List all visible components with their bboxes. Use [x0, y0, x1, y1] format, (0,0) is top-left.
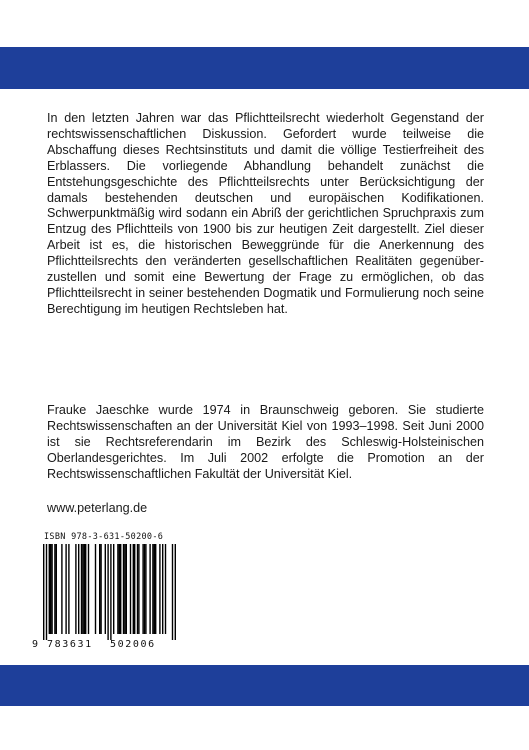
barcode-bar	[155, 544, 156, 634]
isbn-barcode	[30, 530, 178, 655]
bottom-color-band	[0, 665, 529, 706]
barcode-bar	[137, 544, 138, 634]
barcode-bar	[145, 544, 146, 634]
barcode-bar	[50, 544, 51, 634]
barcode-bar	[144, 544, 145, 634]
barcode-bar	[152, 544, 153, 634]
barcode-bar	[54, 544, 55, 634]
barcode-bar	[113, 544, 114, 634]
barcode-bar	[110, 544, 111, 640]
isbn-label: ISBN 978-3-631-50200-6	[44, 532, 164, 542]
book-blurb: In den letzten Jahren war das Pflichtteilsrecht wiederholt Gegenstand der rechtswissenschaftlichen Diskussion. Gefordert wurde teilweise die Abschaffung dieses Rechtsinstituts und damit die völlige Testierfreiheit des Erblassers. Die vorliegende Abhandlung behandelt zunächst die Entstehungsgeschichte des Pflichtteilsrechts unter Berücksichtigung der damals bestehenden deutschen und europäischen Kodifikationen. Schwerpunktmäßig wird sodann ein Abriß der gerichtlichen Spruchpraxis zum Entzug des Pflichtteils von 1900 bis zur heutigen Zeit dargestellt. Ziel dieser Arbeit ist es, die historischen Beweggründe für die Anerkennung des Pflichtteilsrechts den veränderten gesellschaftlichen Realitäten gegenüberzustellen und somit eine Bewertung der Frage zu ermöglichen, ob das Pflichtteilsrecht in seiner bestehenden Dogmatik und Formulierung noch seine Berechtigung im heutigen Rechtsleben hat.	[47, 111, 484, 316]
barcode-bar	[126, 544, 127, 634]
barcode-bar	[133, 544, 134, 634]
barcode-bar	[130, 544, 131, 634]
barcode-bar	[107, 544, 108, 640]
barcode-bar	[46, 544, 47, 640]
barcode-bar	[149, 544, 150, 634]
top-color-band	[0, 47, 529, 89]
barcode-bar	[105, 544, 106, 634]
barcode-bar	[117, 544, 118, 634]
barcode-bar	[51, 544, 52, 634]
barcode-bar	[162, 544, 163, 634]
barcode-bar	[165, 544, 166, 634]
barcode-bar	[124, 544, 125, 634]
barcode-bar	[119, 544, 120, 634]
barcode-bar	[138, 544, 139, 634]
barcode-bar	[123, 544, 124, 634]
barcode-bar	[172, 544, 173, 640]
barcode-bar	[85, 544, 86, 634]
barcode-bar	[78, 544, 79, 634]
ean-first-digit: 9	[32, 639, 39, 650]
barcode-bar	[99, 544, 100, 634]
barcode-bar	[81, 544, 82, 634]
ean-right-group: 502006	[110, 639, 156, 650]
publisher-url[interactable]: www.peterlang.de	[47, 501, 148, 515]
barcode-bar	[68, 544, 69, 634]
barcode-bar	[84, 544, 85, 634]
barcode-bar	[142, 544, 143, 634]
barcode-bar	[88, 544, 89, 634]
barcode-bar	[65, 544, 66, 634]
barcode-bar	[49, 544, 50, 634]
barcode-bar	[134, 544, 135, 634]
barcode-bar	[100, 544, 101, 634]
barcode-bar	[175, 544, 176, 640]
barcode-bar	[95, 544, 96, 634]
barcode-bar	[159, 544, 160, 634]
author-bio: Frauke Jaeschke wurde 1974 in Braunschweig geboren. Sie studierte Rechtswissenschaften an der Universität Kiel von 1993–1998. Seit Juni 2000 ist sie Rechtsreferendarin im Bezirk des Schleswig-Holsteinischen Oberlandesgerichtes. Im Juli 2002 erfolgte die Promotion an der Rechtswissenschaftlichen Fakultät der Universität Kiel.	[47, 403, 484, 481]
barcode-bars	[30, 544, 178, 640]
barcode-bar	[82, 544, 83, 634]
barcode-bar	[154, 544, 155, 634]
barcode-bar	[61, 544, 62, 634]
barcode-bar	[56, 544, 57, 634]
barcode-bar	[43, 544, 44, 640]
barcode-bar	[75, 544, 76, 634]
barcode-bar	[120, 544, 121, 634]
ean-left-group: 783631	[47, 639, 93, 650]
